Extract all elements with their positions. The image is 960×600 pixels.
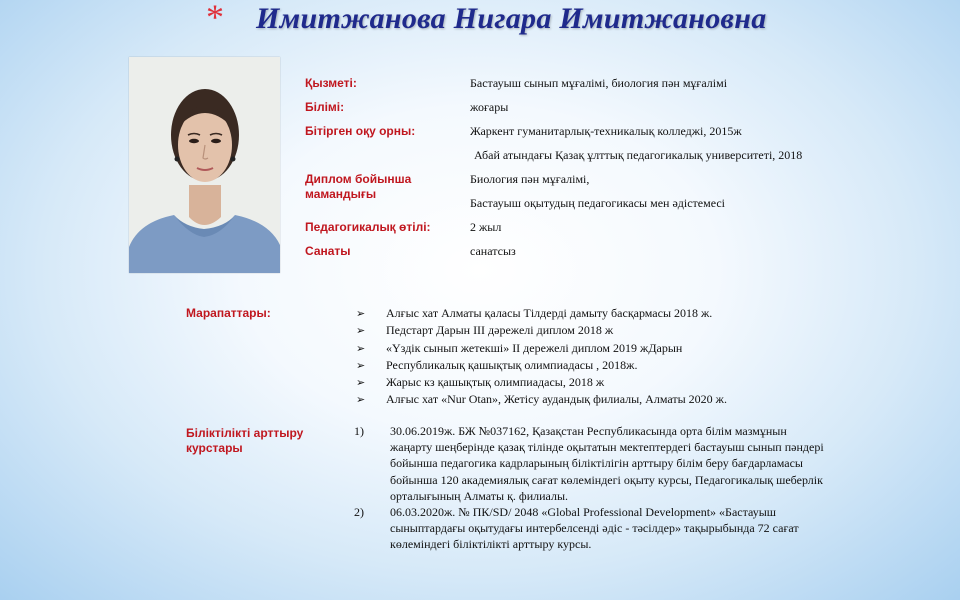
diploma-value-2: Бастауыш оқытудың педагогикасы мен әдістемесі	[470, 196, 725, 210]
profile-photo	[129, 57, 280, 273]
title-star-icon: *	[206, 0, 224, 37]
list-item	[354, 504, 834, 553]
awards-list	[356, 305, 727, 409]
course-number: 2)	[354, 505, 364, 520]
experience-value: 2 жыл	[470, 220, 502, 234]
education-label: Білімі:	[305, 100, 345, 114]
courses-label: Біліктілікті арттыру курстары	[186, 426, 304, 455]
list-item: ➢ Жарыс кз қашықтық олимпиадасы, 2018 ж	[356, 374, 727, 391]
list-item	[354, 423, 834, 504]
list-item: ➢ Педстарт Дарын ІІІ дәрежелі диплом 2018 ж	[356, 322, 727, 339]
institution-label: Бітірген оқу орны:	[305, 124, 416, 138]
education-value: жоғары	[470, 100, 509, 114]
list-item: ➢ «Үздік сынып жетекші» ІІ дережелі диплом 2019 жДарын	[356, 340, 727, 357]
arrow-bullet-icon: ➢	[356, 342, 366, 355]
arrow-bullet-icon: ➢	[356, 377, 366, 390]
course-text: 30.06.2019ж. БЖ №037162, Қазақстан Республикасында орта білім мазмұнын жаңарту шеңберінде қазақ тілінде оқытатын мектептердегі бастауыш сынып пәндері бойынша педагогика кадрларының біліктілігін арттыру білім беру бағдарламасы бойынша 120 академиялық сағат көлеміндегі оқыту курсы, Педагогикалық шеберлік орталығының Алматы қ. филиалы.	[390, 424, 824, 503]
arrow-bullet-icon: ➢	[356, 308, 366, 320]
category-label: Санаты	[305, 244, 351, 258]
category-value: санатсыз	[470, 244, 516, 258]
list-item: ➢ Алғыс хат «Nur Otan», Жетісу аудандық филиалы, Алматы 2020 ж.	[356, 391, 727, 408]
institution-value-1: Жаркент гуманитарлық-техникалық колледжі, 2015ж	[470, 124, 742, 138]
list-item: ➢ Алғыс хат Алматы қаласы Тілдерді дамыту басқармасы 2018 ж.	[356, 305, 727, 322]
courses-list	[354, 423, 834, 553]
course-number: 1)	[354, 424, 364, 438]
experience-label: Педагогикалық өтілі:	[305, 220, 431, 234]
position-value: Бастауыш сынып мұғалімі, биология пән мұғалімі	[470, 76, 728, 90]
list-item: ➢ Республикалық қашықтық олимпиадасы , 2018ж.	[356, 357, 727, 374]
course-text: 06.03.2020ж. № ПК/SD/ 2048 «Global Professional Development» «Бастауыш сыныптардағы оқытудағы интербелсенді әдіс - тәсілдер» тақырыбында 72 сағат көлеміндегі біліктілікті арттыру курсы.	[390, 505, 799, 552]
diploma-value-1: Биология пән мұғалімі,	[470, 172, 590, 186]
page-title: Имитжанова Нигара Имитжановна	[256, 2, 767, 35]
arrow-bullet-icon: ➢	[356, 394, 366, 407]
arrow-bullet-icon: ➢	[356, 359, 366, 372]
awards-label: Марапаттары:	[186, 306, 271, 320]
institution-value-2: Абай атындағы Қазақ ұлттық педагогикалық университеті, 2018	[474, 148, 803, 162]
position-label: Қызметі:	[305, 76, 357, 90]
diploma-label: Диплом бойынша мамандығы	[305, 172, 412, 201]
arrow-bullet-icon: ➢	[356, 325, 366, 338]
